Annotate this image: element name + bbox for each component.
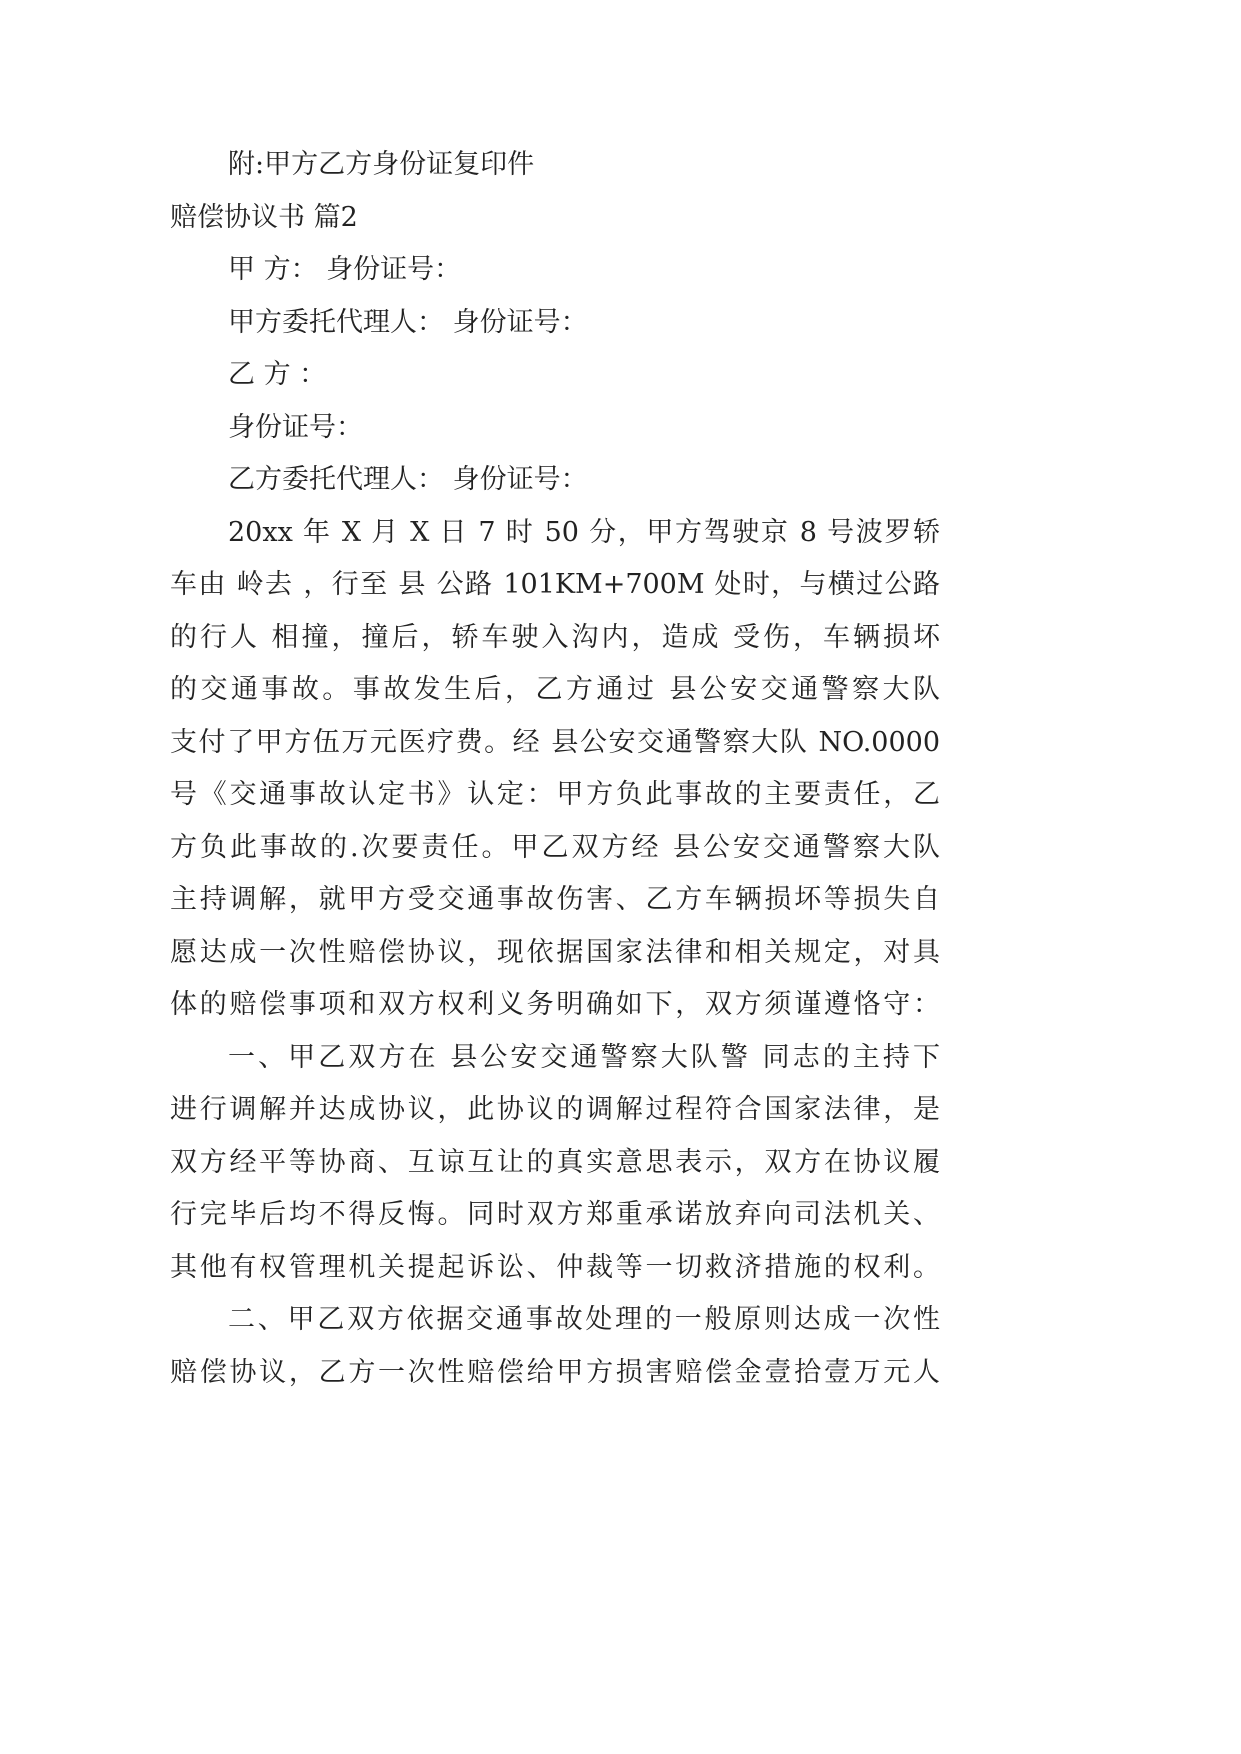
party-line-yi: 乙 方 ： xyxy=(228,359,327,390)
party-line-yi-id: 身份证号： xyxy=(228,411,363,443)
paragraph-line: 的交通事故。事故发生后，乙方通过 县公安交通警察大队 xyxy=(170,674,940,705)
paragraph-line: 方负此事故的.次要责任。甲乙双方经 县公安交通警察大队 xyxy=(170,831,940,863)
party-line-yi-agent: 乙方委托代理人： 身份证号： xyxy=(228,464,588,495)
paragraph-line: 体的赔偿事项和双方权利义务明确如下，双方须谨遵恪守： xyxy=(170,989,940,1020)
paragraph-clause-1 xyxy=(170,1032,940,1295)
attachment-note: 附:甲方乙方身份证复印件 xyxy=(228,149,535,180)
paragraph-line: 车由 岭去 ，行至 县 公路 101KM+700M 处时，与横过公路 xyxy=(170,569,940,600)
document-body xyxy=(170,139,940,1399)
paragraph-line: 双方经平等协商、互谅互让的真实意思表示，双方在协议履 xyxy=(170,1146,940,1178)
paragraph-line: 一、甲乙双方在 县公安交通警察大队警 同志的主持下 xyxy=(228,1041,940,1073)
paragraph-line: 20xx 年 X 月 X 日 7 时 50 分，甲方驾驶京 8 号波罗轿 xyxy=(228,516,940,548)
party-info xyxy=(170,244,940,507)
paragraph-accident-facts xyxy=(170,507,940,1032)
paragraph-clause-2 xyxy=(170,1294,940,1399)
party-line-jia-agent: 甲方委托代理人： 身份证号： xyxy=(228,306,588,338)
paragraph-line: 的行人 相撞，撞后，轿车驶入沟内，造成 受伤，车辆损坏 xyxy=(170,621,940,653)
paragraph-line: 愿达成一次性赔偿协议，现依据国家法律和相关规定，对具 xyxy=(170,936,940,968)
party-line-jia: 甲 方： 身份证号： xyxy=(228,254,462,285)
paragraph-line: 其他有权管理机关提起诉讼、仲裁等一切救济措施的权利。 xyxy=(170,1251,940,1283)
paragraph-line: 进行调解并达成协议，此协议的调解过程符合国家法律，是 xyxy=(170,1094,940,1125)
paragraph-line: 支付了甲方伍万元医疗费。经 县公安交通警察大队 NO.0000 xyxy=(170,726,940,758)
section-title: 赔偿协议书 篇2 xyxy=(170,201,358,233)
paragraph-line: 二、甲乙双方依据交通事故处理的一般原则达成一次性 xyxy=(228,1304,940,1335)
paragraph-line: 主持调解，就甲方受交通事故伤害、乙方车辆损坏等损失自 xyxy=(170,884,940,915)
paragraph-line: 赔偿协议，乙方一次性赔偿给甲方损害赔偿金壹拾壹万元人 xyxy=(170,1356,940,1388)
paragraph-line: 号《交通事故认定书》认定：甲方负此事故的主要责任，乙 xyxy=(170,779,940,810)
paragraph-line: 行完毕后均不得反悔。同时双方郑重承诺放弃向司法机关、 xyxy=(170,1199,940,1230)
